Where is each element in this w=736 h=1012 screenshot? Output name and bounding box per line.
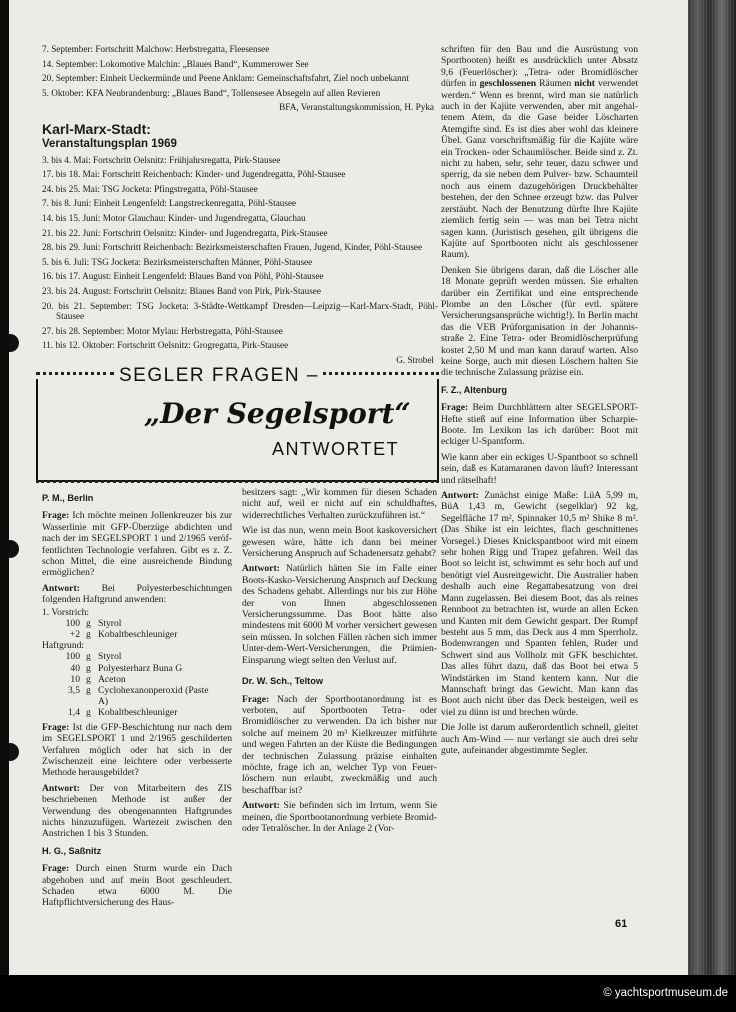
paragraph: Antwort: Sie befinden sich im Irrtum, wenn Sie meinen, die Sportbootanordnung verbiete Bromid- oder Tetralöscher. In der Anlage 2 (Vor- <box>242 800 437 834</box>
event-line: 20. September: Einheit Ueckermünde und Peene Anklam: Gemeinschaftsfahrt, Ziel noch unbekannt <box>42 73 409 84</box>
event-line: 20. bis 21. September: TSG Jocketa: 3-Städte-Wettkampf Dresden—Leipzig—Karl-Marx-Stadt, Pöhl-Stausee <box>42 300 438 322</box>
event-line: 7. September: Fortschritt Malchow: Herbstregatta, Fleesensee <box>42 44 270 54</box>
column-1 <box>42 487 232 913</box>
book-spine <box>688 0 736 975</box>
event-line: 16. bis 17. August: Einheit Lengenfeld: Blaues Band von Pöhl, Pöhl-Stausee <box>42 271 324 282</box>
paragraph: Antwort: Zunächst einige Maße: LüA 5,99 m, BüA 1,43 m, Gewicht (segelklar) 92 kg, Segelfläche 17 m², Spinnaker 10,5 m² Shike 8 m². (Das Shike ist ein leichtes, flach geschnittenes Vorsegel.) Dieses Knickspantboot wird mit einem sehr hohen Rigg und Trapez gefahren. Weil das Boot so leicht ist, schwimmt es sehr hoch auf und benötigt viel Ausreitgewicht. Die Australier haben deshalb auch eine Regattabesatzung von drei Mann zugelassen. Bei diesem Boot, das als reines Rennboot zu betrachten ist, wurde an allen Ecken und Kanten mit dem Gewicht gespart. Der Rumpf besteht aus 5 mm, das Deck aus 4 mm Sperrholz. Bodenwrangen und Spanten fehlen, Ruder und Schwert sind aus Vollholz mit GFK beschichtet. Das alles führt dazu, daß das Boot bei etwa 5 Windstärken im Stand kentern kann. Nur die Mannschaft bringt das Gewicht. Man kann das Boot auch nicht über das Deck besteigen, weil es viel zu dünn ist und brechen würde. <box>441 490 638 718</box>
paragraph: Antwort: Der von Mitarbeitern des ZIS beschriebenen Methode ist außer der Verwendung des obengenannten Haftgrundes nichts hinzuzufügen. Wartezeit zwischen den Anstrichen 1 bis 3 Stunden. <box>42 782 232 840</box>
magazine-page <box>9 0 688 975</box>
recipe-row: 10 g Aceton <box>70 673 126 685</box>
banner-frame <box>36 379 439 482</box>
top-signature: BFA, Veranstaltungskommission, H. Pyka <box>279 102 434 113</box>
event-line: 21. bis 22. Juni: Fortschritt Oelsnitz: Kinder- und Jugendregatta, Pirk-Stausee <box>42 227 328 238</box>
question-heading: F. Z., Altenburg <box>441 384 508 395</box>
plan-title: Veranstaltungsplan 1969 <box>42 138 177 151</box>
recipe-row: 100 g Styrol <box>65 617 122 629</box>
paragraph: Antwort: Natürlich hätten Sie im Falle einer Boots-Kasko-Versicherung Anspruch auf Deckung des Schadens gehabt. Allerdings nur bis zur Höhe der von Ihnen abgeschlossenen Versicherungssumme. Das Boot hätte also mindestens mit 6000 M vorher versichert gewesen sein müssen. In solchen Fällen rächen sich immer Unter-dem-Wert-Versicherungen, die Prämien-Einsparung wiegt selten den Verlust auf. <box>242 563 437 666</box>
event-line: 14. bis 15. Juni: Motor Glauchau: Kinder- und Jugendregatta, Glauchau <box>42 212 306 223</box>
recipe-block <box>42 607 232 719</box>
event-line: 7. bis 8. Juni: Einheit Lengenfeld: Langstreckenregatta, Pöhl-Stausee <box>42 198 297 209</box>
footer-bar <box>0 975 736 1012</box>
recipe-row: 100 g Styrol <box>65 651 122 663</box>
question-heading: H. G., Saßnitz <box>42 845 102 856</box>
event-line: 5. bis 6. Juli: TSG Jocketa: Bezirksmeisterschaften Männer, Pöhl-Stausee <box>42 256 313 267</box>
paragraph: besitzers sagt: „Wir kommen für diesen Schaden nicht auf, weil er nicht auf ein schuldhaftes, widerrechtliches Verhalten zurückzuführen ist.“ <box>242 487 437 521</box>
event-line: 23. bis 24. August: Fortschritt Oelsnitz: Blaues Band von Pirk, Pirk-Stausee <box>42 285 321 296</box>
copyright-credit: © yachtsportmuseum.de <box>603 987 728 999</box>
paragraph: Wie ist das nun, wenn mein Boot kaskoversichert gewesen wäre, hätte ich dann bei meiner Versicherung Anspruch auf Schadenersatz gehabt? <box>242 525 437 560</box>
paragraph: Denken Sie übrigens daran, daß die Löscher alle 18 Monate geprüft werden müssen. Sie erhalten darüber ein Zertifikat und eine entsprechende Plombe an den Löscher (für evtl. spätere Versicherungsansprüche wichtig!). In Berlin macht das die VEB Prüforganisation in der Johannisstraße 2. Eine Tetra- oder Bromidlöscherprüfung kostet 2,50 M und man kann darauf warten. Also keine Sorge, auch mit diesen Löschern halten Sie die technische Zulassung präzise ein. <box>441 264 638 379</box>
event-line: 17. bis 18. Mai: Fortschritt Reichenbach: Kinder- und Jugendregatta, Pöhl-Stausee <box>42 169 346 180</box>
event-line: 27. bis 28. September: Motor Mylau: Herbstregatta, Pöhl-Stausee <box>42 325 283 336</box>
event-line: 3. bis 4. Mai: Fortschritt Oelsnitz: Frühjahrsregatta, Pirk-Stausee <box>42 154 281 165</box>
event-line: 24. bis 25. Mai: TSG Jocketa: Pfingstregatta, Pöhl-Stausee <box>42 183 258 194</box>
paragraph: Frage: Beim Durchblättern alter SEGELSPORT-Hefte stieß auf eine Information über Scharpie-Boote. Im Lexikon las ich darüber: Boot mit eckiger U-Spantform. <box>441 402 638 448</box>
question-heading: Dr. W. Sch., Teltow <box>242 676 323 687</box>
dotted-rule <box>36 480 439 483</box>
event-line: 11. bis 12. Oktober: Fortschritt Oelsnitz: Grogregatta, Pirk-Stausee <box>42 340 289 351</box>
column-3 <box>441 44 638 760</box>
segler-fragen-banner <box>36 365 439 483</box>
paragraph: schriften für den Bau und die Ausrüstung von Sportbooten) heißt es ausdrücklich unter Absatz 9,6 (Feuerlöscher): „Tetra- oder Bromidlöscher dürfen in geschlossenen Räumen nicht verwendet werden.“ Wenn es brennt, wird man sie natürlich auch in der Kajüte verwenden, aber mit angehaltenem Atem, da die Gase beider Löscharten Atemgifte sind. Es ist dies aber wohl das kleinere Übel. Ganz vorschriftsmäßig für die Kajüte wäre ein Trocken- oder Schaumlöscher. Beide sind z. Zt. nicht zu haben, sehr, sehr teuer, dazu schwer und sperrig, da sie neben dem Pulver- bzw. Schaumteil noch aus einem dazugehörigen Druckbehälter bestehen, der den Schnee erzeugt bzw. das Pulver zerstäubt. Nach der Benutzung dürfte Ihre Kajüte ziemlich fertig sein — was man bei Tetra nicht sagen kann. (Juristisch gesehen, gilt übrigens die Kajüte auf Sportbooten nicht als geschlossener Raum). <box>441 44 638 261</box>
paragraph: Antwort: Bei Polyesterbeschichtungen folgenden Haftgrund anwenden: <box>42 582 232 606</box>
banner-answer: ANTWORTET <box>272 439 400 459</box>
question-heading: P. M., Berlin <box>42 493 94 503</box>
event-line: 14. September: Lokomotive Malchin: „Blaues Band“, Kummerower See <box>42 58 309 69</box>
paragraph: Frage: Durch einen Sturm wurde ein Dach abgehoben und auf mein Boot geschleudert. Schaden etwa 6000 M. Die Haftpflichtversicherung des Haus- <box>42 863 232 909</box>
top-events-block <box>42 44 438 366</box>
banner-script-title: „Der Segelsport“ <box>144 397 411 430</box>
dotted-rule <box>36 372 114 375</box>
event-line: 28. bis 29. Juni: Fortschritt Reichenbach: Bezirksmeisterschaften Frauen, Jugend, Kinder, Pöhl-Stausee <box>42 242 423 253</box>
paragraph: Die Jolle ist darum außerordentlich schnell, gleitet auch Am-Wind — nur verlangt sie auch drei sehr gute, aufeinander abgestimmte Segler. <box>441 722 638 756</box>
paragraph: Frage: Ich möchte meinen Jollenkreuzer bis zur Wasserlinie mit GFP-Überzüge abdichten und nach der im SEGELSPORT 1 und 2/1965 veröffentlichten Technologie verfahren. Gibt es z. Z. schon Mittel, die eine ausreichende Bindung ermöglichen? <box>42 510 232 579</box>
recipe-row: 3,5 g Cyclohexanonperoxid (Paste A) <box>68 685 209 708</box>
recipe-heading: Haftgrund: <box>42 640 85 652</box>
recipe-row: 40 g Polyesterharz Buna G <box>70 662 183 674</box>
plan-signature: G. Strobel <box>396 354 434 365</box>
page-number: 61 <box>615 918 628 930</box>
event-line: 5. Oktober: KFA Neubrandenburg: „Blaues Band“, Tollensesee Absegeln auf allen Revieren <box>42 87 381 98</box>
paragraph: Wie kann aber ein eckiges U-Spantboot so schnell sein, daß es Katamaranen davon läuft? Interessant und rätselhaft! <box>441 451 638 486</box>
paragraph: Frage: Nach der Sportbootanordnung ist es verboten, auf Sportbooten Tetra- oder Bromidlöscher zu verwenden. Da ich bisher nur solche auf meinem 20 m³ Kielkreuzer mitführte und wegen Fahrten an der Küste die Bedingungen der technischen Zulassung präzise einhalten möchte, frage ich an, welcher Typ von Feuerlöschern nun erlaubt, zweckmäßig und auch beschaffbar ist? <box>242 693 437 796</box>
column-2 <box>242 487 437 838</box>
banner-title: SEGLER FRAGEN – <box>116 365 322 387</box>
recipe-row: 1,4 g Kobaltbeschleuniger <box>68 707 178 719</box>
recipe-heading: 1. Vorstrich: <box>42 606 90 618</box>
paragraph: Frage: Ist die GFP-Beschichtung nur nach dem im SEGELSPORT 1 und 2/1965 geschilderten Verfahren möglich oder hat sich in der Zwischenzeit eine leichtere oder verbesserte Methode herausgebildet? <box>42 721 232 779</box>
recipe-row: +2 g Kobaltbeschleuniger <box>69 629 178 641</box>
section-title: Karl-Marx-Stadt: <box>42 120 151 137</box>
